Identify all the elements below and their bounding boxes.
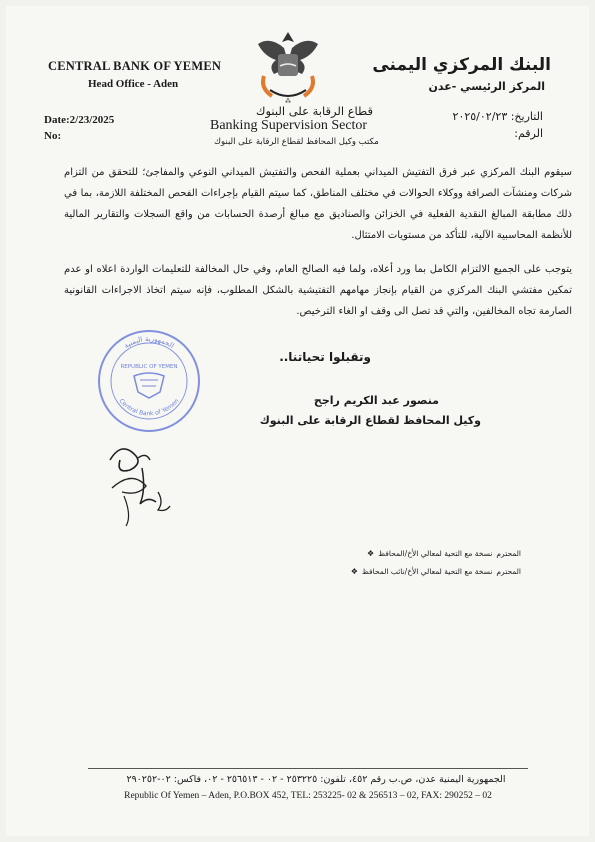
yemen-eagle-emblem-icon — [250, 26, 326, 106]
no-label: No: — [44, 130, 62, 142]
body-paragraph-1: سيقوم البنك المركزي عبر فرق التفتيش الميداني بعملية الفحص والتفتيش الميداني النوعي والمفاجئ؛ للتحقق من التزام شركات ومنشآت الصرافة ووكلاء الحوالات في مختلف المناطق، كما سيتم القيام بإجراءات الفحص المختلفة اللازمة، بما في ذلك مطابقة المبالغ النقدية الفعلية في الخزائن والصناديق مع مبالغ أرصدة الحسابات من واقع السجلات والتقارير المالية للأنظمة المحاسبية الآلية، للتأكد من مستويات الامتثال. — [64, 167, 572, 241]
date-label: Date:2/23/2025 — [44, 114, 115, 126]
stamp-text-top: الجمهورية اليمنية — [122, 334, 176, 350]
svg-text:⁂: ⁂ — [285, 98, 291, 105]
head-office-en: Head Office - Aden — [88, 78, 179, 90]
cc-line — [367, 549, 527, 558]
sector-title-ar: قطاع الرقابة على البنوك — [256, 104, 373, 118]
signer-title: وكيل المحافظ لقطاع الرقابة على البنوك — [259, 414, 481, 427]
cc-label: نسخة مع التحية لمعالي الأخ/المحافظ — [378, 549, 493, 558]
handwritten-signature — [102, 430, 222, 530]
letter-page — [6, 6, 589, 836]
stamp-text-bottom: Central Bank of Yemen — [117, 397, 181, 418]
reference-ar: الرقم: — [514, 127, 543, 140]
sector-title-en: Banking Supervision Sector — [210, 118, 368, 133]
head-office-ar: المركز الرئيسي -عدن — [428, 80, 545, 93]
closing-greeting: وتقبلوا تحياتنا.. — [279, 350, 371, 364]
bank-name-ar: البنك المركزي اليمنى — [372, 55, 551, 75]
cc-honorific: المحترم — [496, 567, 521, 576]
cc-label: نسخة مع التحية لمعالي الأخ/نائب المحافظ — [361, 567, 493, 576]
stamp-text-en: REPUBLIC OF YEMEN — [120, 364, 178, 370]
official-stamp — [94, 326, 204, 436]
svg-text:Central Bank of Yemen — [118, 397, 181, 417]
body-paragraph-2: يتوجب على الجميع الالتزام الكامل بما ورد أعلاه، ولما فيه الصالح العام، وفي حال المخالفة للتعليمات الواردة اعلاه او عدم تمكين مفتشي البنك المركزي من القيام بإنجاز مهامهم التفتيشية بالشكل المطلوب، فإنه سيتم اتخاذ الاجراءات القانونية الصارمة تجاه المخالفين، والتي قد تصل الى وقف او الغاء الترخيص. — [64, 264, 572, 317]
bank-name-en: CENTRAL BANK OF YEMEN — [48, 59, 222, 73]
footer-address-ar: الجمهورية اليمنية عدن، ص.ب رقم ٤٥٢، تلفون: ٢٥٣٢٢٥ - ٠٢ - ٢٥٦٥١٣ - ٠٢، فاكس: ٠٢-٢٩٠٢٥٢ — [126, 774, 506, 785]
date-ar: التاريخ: ٢٠٢٥/٠٢/٢٣ — [452, 110, 543, 123]
footer-address-en: Republic Of Yemen – Aden, P.O.BOX 452, TEL: 253225- 02 & 256513 – 02, FAX: 290252 – 02 — [124, 791, 492, 801]
diamond-bullet-icon: ❖ — [350, 567, 358, 576]
cc-honorific: المحترم — [496, 549, 521, 558]
svg-text:الجمهورية اليمنية — [123, 335, 176, 350]
cc-line — [351, 567, 527, 576]
sector-subtitle-ar: مكتب وكيل المحافظ لقطاع الرقابة على البنوك — [214, 137, 379, 147]
signer-name: منصور عبد الكريم راجح — [313, 394, 439, 407]
letter-body — [64, 162, 572, 335]
diamond-bullet-icon: ❖ — [366, 549, 375, 558]
footer-divider — [88, 768, 528, 769]
